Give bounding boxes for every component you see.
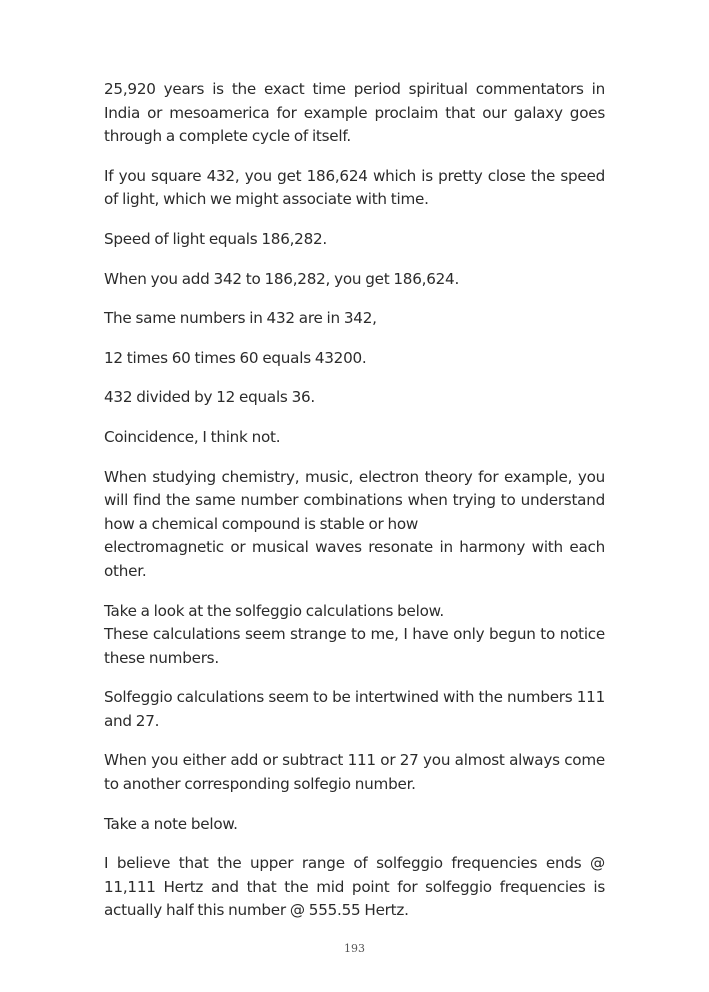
paragraph-432-divided bbox=[104, 386, 605, 410]
paragraph-line: Take a look at the solfeggio calculations below. bbox=[104, 601, 444, 620]
paragraph-line: Take a note below. bbox=[104, 814, 238, 833]
paragraph-line: When studying chemistry, music, electron theory for example, you will find the same number combinations when trying to understand how a chemical compound is stable or how bbox=[104, 467, 605, 533]
paragraph-upper-range bbox=[104, 852, 605, 923]
paragraph-line: These calculations seem strange to me, I have only begun to notice these numbers. bbox=[104, 625, 605, 667]
page-number: 193 bbox=[344, 942, 365, 955]
paragraph-line: 25,920 years is the exact time period spiritual commentators in India or mesoamerica for example proclaim that our galaxy goes through a complete cycle of itself. bbox=[104, 80, 605, 146]
paragraph-galaxy-cycle bbox=[104, 78, 605, 149]
paragraph-add-subtract bbox=[104, 749, 605, 796]
paragraph-take-note bbox=[104, 813, 605, 837]
paragraph-line: The same numbers in 432 are in 342, bbox=[104, 309, 377, 328]
paragraph-coincidence bbox=[104, 426, 605, 450]
paragraph-line: Speed of light equals 186,282. bbox=[104, 229, 327, 248]
paragraph-12-times-60 bbox=[104, 347, 605, 371]
paragraph-line: When you add 342 to 186,282, you get 186,624. bbox=[104, 269, 460, 288]
paragraph-line: electromagnetic or musical waves resonate in harmony with each other. bbox=[104, 538, 605, 580]
paragraph-speed-of-light bbox=[104, 228, 605, 252]
paragraph-line: Coincidence, I think not. bbox=[104, 427, 281, 446]
paragraph-intertwined bbox=[104, 686, 605, 733]
paragraph-line: Solfeggio calculations seem to be intertwined with the numbers 111 and 27. bbox=[104, 688, 605, 730]
paragraph-line: I believe that the upper range of solfeggio frequencies ends @ 11,111 Hertz and that the mid point for solfeggio frequencies is actually half this number @ 555.55 Hertz. bbox=[104, 854, 605, 920]
paragraph-line: If you square 432, you get 186,624 which is pretty close the speed of light, which we might associate with time. bbox=[104, 166, 605, 209]
paragraph-solfeggio-look bbox=[104, 600, 605, 671]
paragraph-line: 12 times 60 times 60 equals 43200. bbox=[104, 348, 367, 367]
paragraph-same-numbers bbox=[104, 307, 605, 331]
paragraph-line: 432 divided by 12 equals 36. bbox=[104, 388, 315, 407]
paragraph-square-432 bbox=[104, 165, 605, 212]
paragraph-chemistry-music bbox=[104, 466, 605, 584]
body-text bbox=[104, 78, 605, 939]
paragraph-line: When you either add or subtract 111 or 27 you almost always come to another corresponding solfegio number. bbox=[104, 751, 605, 794]
paragraph-add-342 bbox=[104, 268, 605, 292]
